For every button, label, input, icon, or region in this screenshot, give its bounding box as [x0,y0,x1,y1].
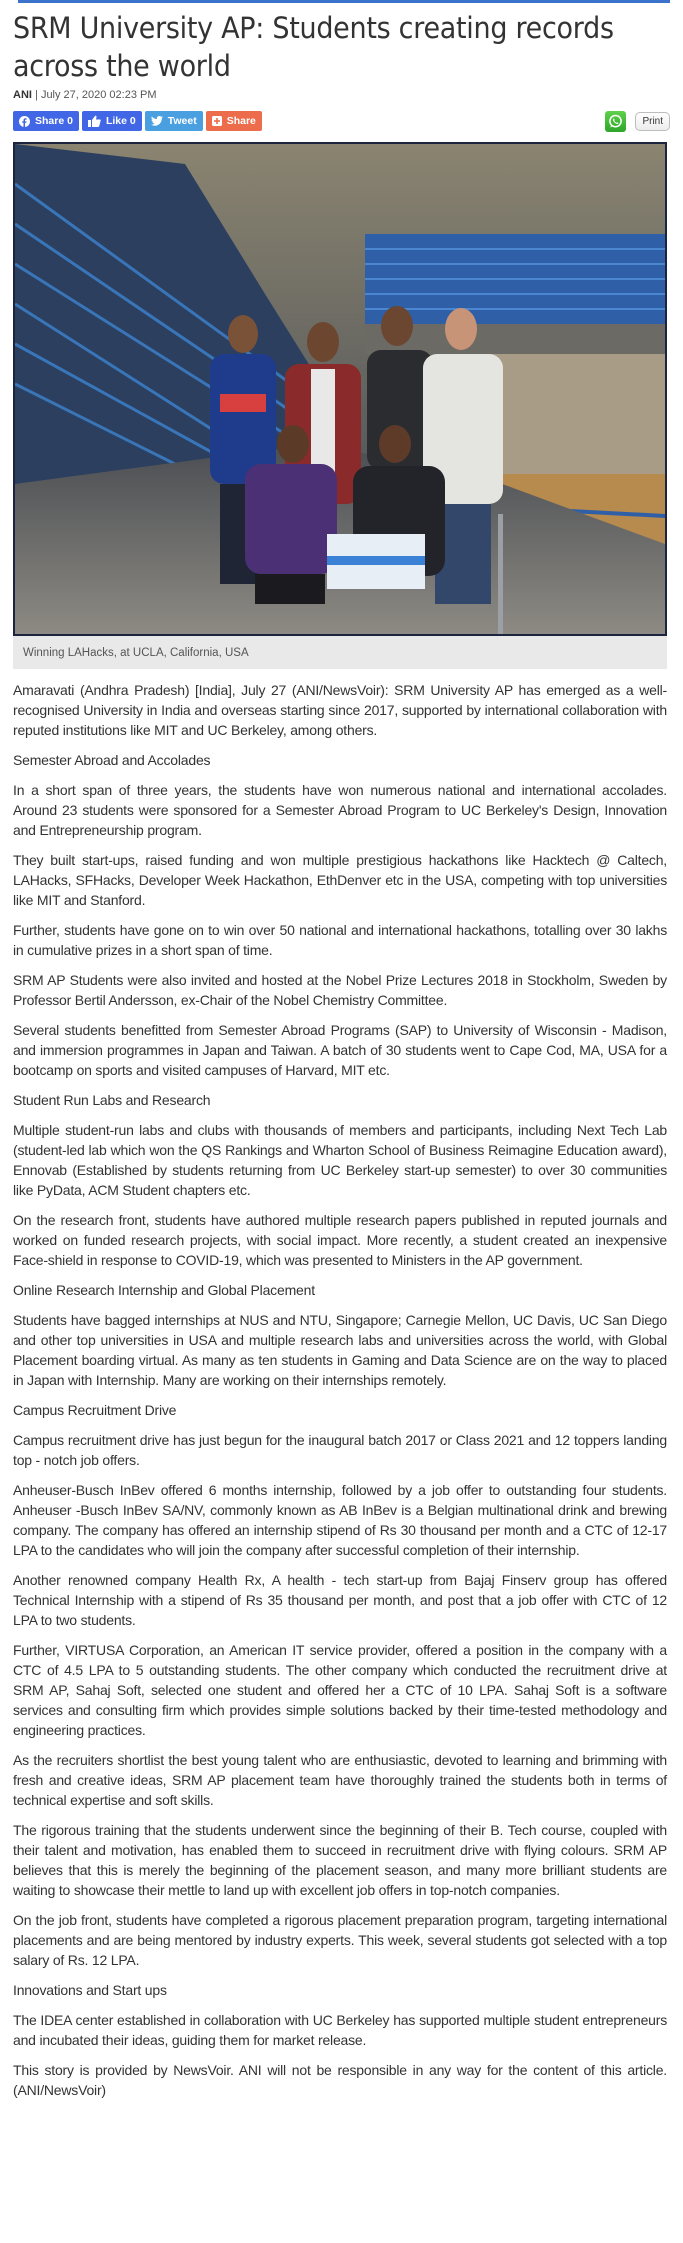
article-paragraph: Several students benefitted from Semester Abroad Programs (SAP) to University of Wisconsin - Madison, and immersion programmes in Japan and Taiwan. A batch of 30 students went to Cape Cod, MA, USA for a bootcamp on sports and visited campuses of Harvard, MIT etc. [13,1022,667,1078]
article-paragraph: On the research front, students have authored multiple research papers published in reputed journals and worked on funded research projects, with social impact. More recently, a student created an inexpensive Face-shield in response to COVID-19, which was presented to Ministers in the AP government. [13,1212,667,1268]
byline [13,88,670,102]
article-paragraph: The IDEA center established in collaboration with UC Berkeley has supported multiple student entrepreneurs and incubated their ideas, guiding them for market release. [13,2012,667,2048]
section-subheading: Online Research Internship and Global Placement [13,1282,315,1298]
section-subheading: Student Run Labs and Research [13,1092,211,1108]
article-paragraph: Students have bagged internships at NUS and NTU, Singapore; Carnegie Mellon, UC Davis, UC San Diego and other top universities in USA and multiple research labs and universities across the world, with Global Placement boarding virtual. As many as ten students in Gaming and Data Science are on the way to placed in Japan with Internship. Many are working on their internships remotely. [13,1312,667,1388]
article-paragraph: As the recruiters shortlist the best young talent who are enthusiastic, devoted to learning and brimming with fresh and creative ideas, SRM AP placement team have thoroughly trained the students both in terms of technical expertise and soft skills. [13,1752,667,1808]
facebook-share-label: Share 0 [35,115,73,127]
article-paragraph: On the job front, students have completed a rigorous placement preparation program, targeting international placements and are being mentored by industry experts. This week, several students got selected with a top salary of Rs. 12 LPA. [13,1912,667,1968]
top-accent-rule [18,0,670,3]
byline-separator: | [31,89,41,101]
section-subheading: Innovations and Start ups [13,1982,167,1998]
article-paragraph: Multiple student-run labs and clubs with thousands of members and participants, including Next Tech Lab (student-led lab which won the QS Rankings and Wharton School of Business Reimagine Education award), Ennovab (Established by students returning from UC Berkeley start-up semester) to over 30 communities like PyData, ACM Student chapters etc. [13,1122,667,1198]
facebook-share-button[interactable] [13,111,79,131]
facebook-icon [19,116,30,127]
article-paragraph: Campus recruitment drive has just begun for the inaugural batch 2017 or Class 2021 and 12 toppers landing top - notch job offers. [13,1432,667,1468]
article-title: SRM University AP: Students creating records across the world [13,11,614,83]
article-paragraph: Further, students have gone on to win over 50 national and international hackathons, totalling over 30 lakhs in cumulative prizes in a short span of time. [13,922,667,958]
thumbs-up-icon [88,115,101,127]
share-bar [13,111,670,131]
article-paragraph: Amaravati (Andhra Pradesh) [India], July 27 (ANI/NewsVoir): SRM University AP has emerged as a well-recognised University in India and overseas starting since 2017, supported by international collaboration with reputed institutions like MIT and UC Berkeley, among others. [13,682,667,738]
print-button[interactable]: Print [635,112,670,131]
facebook-like-label: Like 0 [105,115,136,127]
article-figure [13,142,667,669]
share-button[interactable] [206,111,262,131]
tweet-button[interactable] [145,111,203,131]
twitter-bird-icon [151,116,163,126]
section-subheading: Semester Abroad and Accolades [13,752,211,768]
article-paragraph: Anheuser-Busch InBev offered 6 months internship, followed by a job offer to outstanding four students. Anheuser -Busch InBev SA/NV, commonly known as AB InBev is a Belgian multinational drink and brewing company. The company has offered an internship stipend of Rs 30 thousand per month and a CTC of 12-17 LPA to the candidates who will join the company after successful completion of their internship. [13,1482,667,1558]
article-paragraph: They built start-ups, raised funding and won multiple prestigious hackathons like Hacktech @ Caltech, LAHacks, SFHacks, Developer Week Hackathon, EthDenver etc in the USA, competing with top universities like MIT and Stanford. [13,852,667,908]
article-body [13,680,667,2100]
article-paragraph: SRM AP Students were also invited and hosted at the Nobel Prize Lectures 2018 in Stockholm, Sweden by Professor Bertil Andersson, ex-Chair of the Nobel Chemistry Committee. [13,972,667,1008]
article-paragraph: The rigorous training that the students underwent since the beginning of their B. Tech course, coupled with their talent and motivation, has enabled them to succeed in recruitment drive with flying colours. SRM AP believes that this is merely the beginning of the placement season, and many more brilliant students are waiting to showcase their mettle to land up with excellent job offers in top-notch companies. [13,1822,667,1898]
article-paragraph: This story is provided by NewsVoir. ANI will not be responsible in any way for the content of this article. (ANI/NewsVoir) [13,2062,667,2098]
article-paragraph: Further, VIRTUSA Corporation, an American IT service provider, offered a position in the company with a CTC of 4.5 LPA to 5 outstanding students. The other company which conducted the recruitment drive at SRM AP, Sahaj Soft, selected one student and offered her a CTC of 10 LPA. Sahaj Soft is a software services and consulting firm which provides simple solutions backed by their time-tested methodology and engineering practices. [13,1642,667,1738]
article-paragraph: Another renowned company Health Rx, A health - tech start-up from Bajaj Finserv group has offered Technical Internship with a stipend of Rs 35 thousand per month, and post that a job offer with CTC of 12 LPA to two students. [13,1572,667,1628]
tweet-label: Tweet [167,115,197,127]
whatsapp-icon[interactable] [605,111,626,132]
article-photo [13,142,667,636]
photo-caption: Winning LAHacks, at UCLA, California, USA [13,636,667,669]
share-label: Share [226,115,256,127]
share-right-tools [605,111,670,132]
article-datetime: July 27, 2020 02:23 PM [40,89,157,101]
photo-illustration [15,144,665,634]
article-paragraph: In a short span of three years, the students have won numerous national and international accolades. Around 23 students were sponsored for a Semester Abroad Program to UC Berkeley's Design, Innovation and Entrepreneurship program. [13,782,667,838]
plus-share-icon [212,116,222,126]
section-subheading: Campus Recruitment Drive [13,1402,177,1418]
article-source[interactable]: ANI [13,89,32,101]
facebook-like-button[interactable] [82,111,142,131]
